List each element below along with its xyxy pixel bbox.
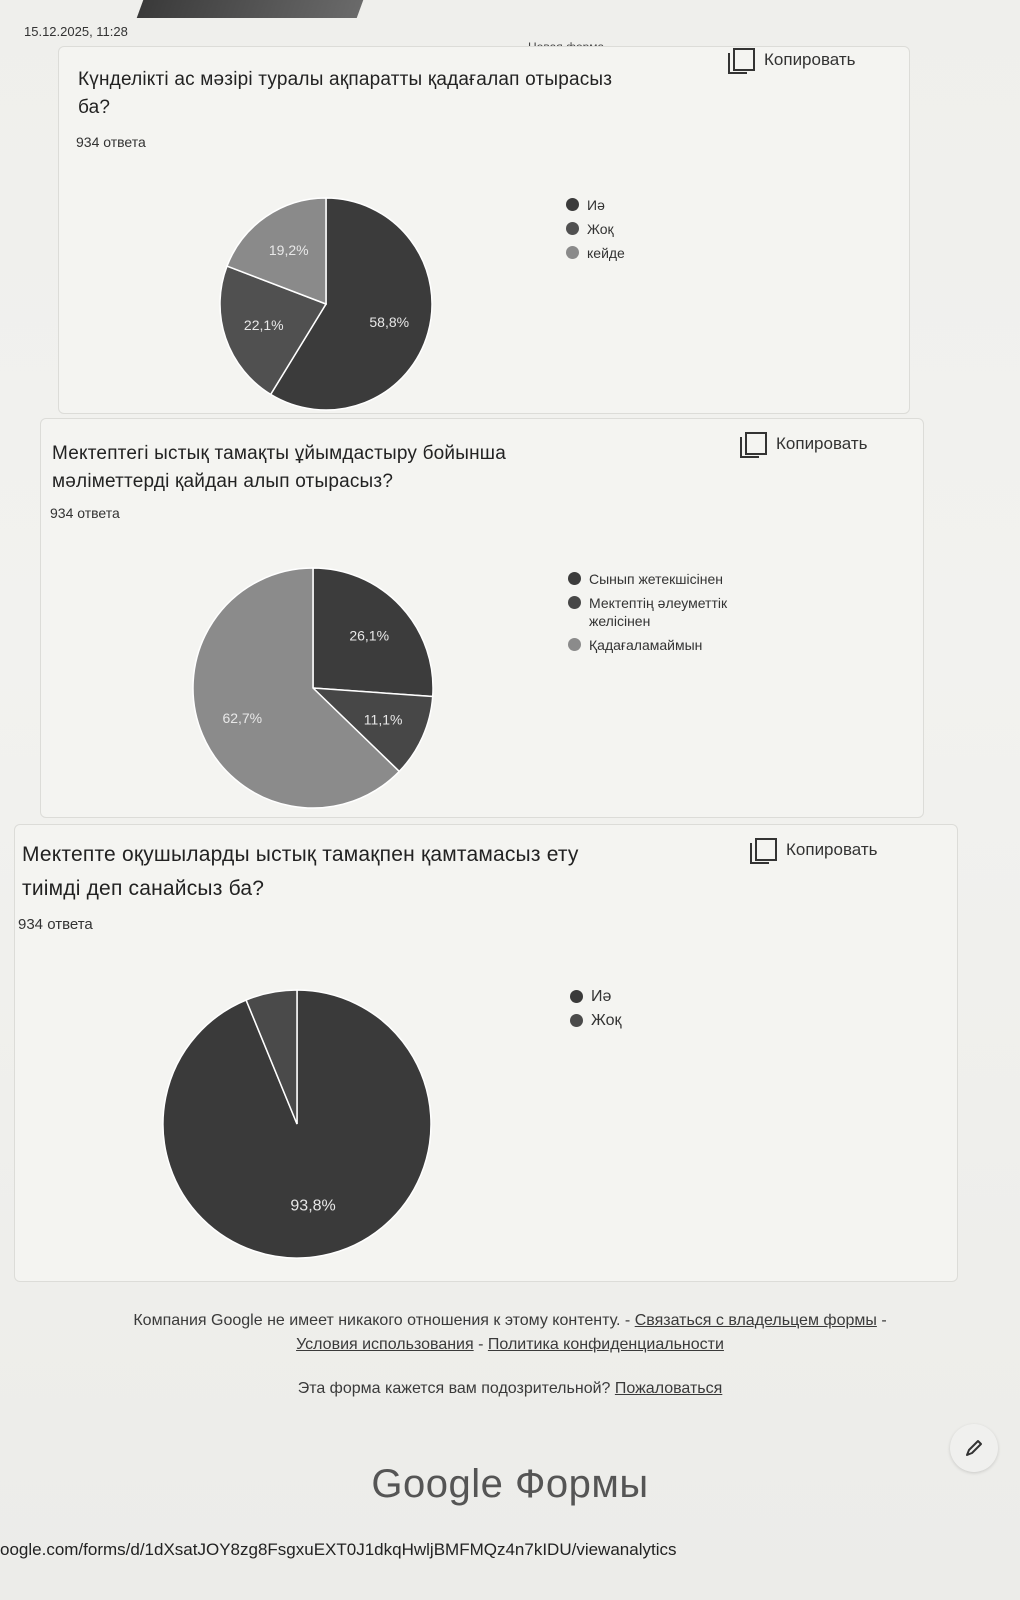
copy-button-label: Копировать: [764, 50, 856, 69]
google-forms-logo: Google Формы: [371, 1462, 649, 1506]
legend-label: Иә: [591, 988, 612, 1005]
copy-button-2[interactable]: [740, 432, 868, 456]
question-title-3-line1: Мектепте оқушыларды ыстық тамақпен қамтамасыз ету: [22, 843, 579, 866]
legend-item-3: [568, 636, 727, 654]
footer-report: [0, 1380, 1020, 1398]
legend-item-1: [570, 988, 622, 1006]
legend-label: Жоқ: [591, 1012, 622, 1029]
legend-swatch: [570, 990, 583, 1003]
copy-icon: [728, 48, 752, 72]
question-title-2: [52, 440, 506, 496]
pie-data-label-3: 19,2%: [268, 241, 309, 258]
pie-data-label-2: 11,1%: [363, 711, 403, 728]
legend-swatch: [568, 572, 581, 585]
legend-item-1: [568, 570, 727, 588]
copy-button-label: Копировать: [786, 840, 878, 859]
terms-link[interactable]: Условия использования: [296, 1336, 474, 1353]
privacy-link[interactable]: Политика конфиденциальности: [487, 1336, 724, 1353]
legend-swatch: [570, 1014, 583, 1027]
pie-data-label-1: 58,8%: [369, 313, 410, 330]
legend-label: кейде: [587, 245, 625, 261]
legend-item-2: [566, 220, 625, 238]
pie-data-label-3: 62,7%: [222, 709, 263, 726]
pencil-icon: [962, 1436, 986, 1460]
question-title-1-line2: ба?: [78, 97, 111, 118]
response-count-1: 934 ответа: [76, 134, 146, 150]
legend-swatch: [566, 198, 579, 211]
footer-disclaimer: [0, 1312, 1020, 1330]
legend-item-2: [568, 594, 727, 630]
copy-icon: [750, 838, 774, 862]
copy-button-3[interactable]: [750, 838, 878, 862]
footer-links: [0, 1336, 1020, 1354]
legend-item-1: [566, 196, 625, 214]
legend-3: [570, 988, 622, 1036]
legend-1: [566, 196, 625, 268]
page-url: oogle.com/forms/d/1dXsatJOY8zg8FsgxuEXT0J1dkqHwljBMFMQz4n7kIDU/viewanalytics: [0, 1540, 677, 1559]
report-link[interactable]: Пожаловаться: [614, 1380, 723, 1397]
legend-label: Иә: [587, 197, 605, 213]
copy-button-1[interactable]: [728, 48, 856, 72]
pie-data-label-1: 26,1%: [349, 627, 390, 644]
legend-label: Мектептің әлеуметтік желісінен: [589, 595, 728, 629]
legend-swatch: [566, 222, 579, 235]
response-count-3: 934 ответа: [18, 916, 93, 933]
response-count-2: 934 ответа: [50, 505, 120, 521]
legend-swatch: [568, 596, 581, 609]
pie-data-label-2: 22,1%: [243, 317, 284, 334]
copy-icon: [740, 432, 764, 456]
legend-swatch: [566, 246, 579, 259]
question-title-3-line2: тиімді деп санайсыз ба?: [22, 877, 265, 900]
legend-label: Сынып жетекшісінен: [589, 571, 723, 587]
edit-button[interactable]: [950, 1424, 998, 1472]
contact-owner-link[interactable]: Связаться с владельцем формы: [634, 1312, 877, 1329]
question-title-3: [22, 838, 579, 906]
legend-item-3: [566, 244, 625, 262]
question-title-1-line1: Күнделікті ас мәзірі туралы ақпаратты қадағалап отырасыз: [78, 69, 613, 90]
question-title-1: [78, 66, 612, 122]
question-title-2-line1: Мектептегі ыстық тамақты ұйымдастыру бойынша: [52, 443, 507, 464]
legend-2: [568, 570, 727, 660]
pie-chart-2: [190, 568, 436, 808]
legend-label: Жоқ: [587, 221, 614, 237]
suspicious-text: Эта форма кажется вам подозрительной?: [297, 1380, 611, 1397]
legend-item-2: [570, 1012, 622, 1030]
legend-label: Қадағаламаймын: [589, 637, 703, 653]
legend-swatch: [568, 638, 581, 651]
footer-disclaimer-text: Компания Google не имеет никакого отношения к этому контенту. -: [133, 1312, 631, 1329]
pie-chart-1: [210, 198, 442, 410]
print-timestamp: 15.12.2025, 11:28: [24, 24, 128, 39]
pie-data-label-1: 93,8%: [290, 1197, 336, 1215]
top-shadow: [137, 0, 364, 18]
pie-chart-3: [162, 986, 432, 1262]
footer-separator: -: [478, 1336, 484, 1353]
question-title-2-line2: мәліметтерді қайдан алып отырасыз?: [52, 471, 394, 492]
copy-button-label: Копировать: [776, 434, 868, 453]
footer-separator: -: [881, 1312, 887, 1329]
